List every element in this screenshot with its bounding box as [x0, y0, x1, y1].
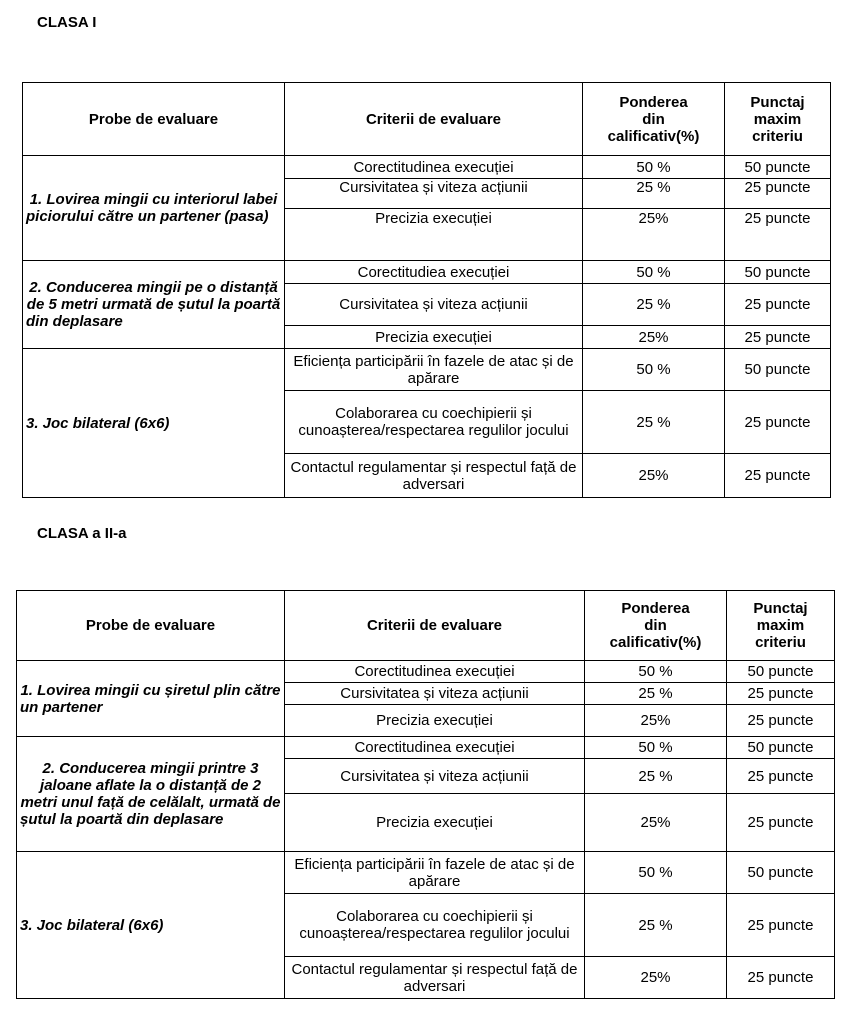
table-row: [23, 349, 831, 391]
weight-cell: 25 %: [585, 894, 727, 957]
criterion-cell: Eficiența participării în fazele de atac și de apărare: [285, 349, 583, 391]
weight-cell: 25%: [585, 705, 727, 737]
probe-name: 3. Joc bilateral (6x6): [17, 852, 285, 999]
weight-cell: 25 %: [583, 284, 725, 326]
points-cell: 50 puncte: [727, 852, 835, 894]
criterion-cell: Cursivitatea și viteza acțiunii: [285, 179, 583, 209]
table-header-row: [23, 83, 831, 156]
weight-cell: 50 %: [585, 852, 727, 894]
header-points: Punctaj maxim criteriu: [725, 83, 831, 156]
weight-cell: 50 %: [583, 349, 725, 391]
points-cell: 25 puncte: [725, 454, 831, 498]
weight-cell: 25 %: [585, 683, 727, 705]
criterion-cell: Corectitudinea execuției: [285, 156, 583, 179]
criterion-cell: Eficiența participării în fazele de atac și de apărare: [285, 852, 585, 894]
probe-name: 2. Conducerea mingii printre 3 jaloane aflate la o distanță de 2 metri unul față de celălalt, urmată de șutul la poartă din deplasare: [17, 737, 285, 852]
criterion-cell: Precizia execuției: [285, 326, 583, 349]
weight-cell: 50 %: [583, 156, 725, 179]
criterion-cell: Corectitudinea execuției: [285, 737, 585, 759]
header-criteria: Criterii de evaluare: [285, 83, 583, 156]
points-cell: 25 puncte: [727, 759, 835, 794]
points-cell: 50 puncte: [725, 156, 831, 179]
criterion-cell: Corectitudinea execuției: [285, 661, 585, 683]
criterion-cell: Contactul regulamentar și respectul față de adversari: [285, 454, 583, 498]
header-probe: Probe de evaluare: [23, 83, 285, 156]
criterion-cell: Contactul regulamentar și respectul față de adversari: [285, 957, 585, 999]
points-cell: 50 puncte: [727, 737, 835, 759]
criterion-cell: Cursivitatea și viteza acțiunii: [285, 683, 585, 705]
header-weight: Ponderea din calificativ(%): [585, 591, 727, 661]
header-points: Punctaj maxim criteriu: [727, 591, 835, 661]
criterion-cell: Colaborarea cu coechipierii și cunoașterea/respectarea regulilor jocului: [285, 894, 585, 957]
weight-cell: 25%: [585, 957, 727, 999]
section-title: CLASA I: [37, 14, 97, 31]
points-cell: 25 puncte: [727, 705, 835, 737]
table-row: [17, 661, 835, 683]
table-row: [17, 852, 835, 894]
table-row: [23, 156, 831, 179]
evaluation-table: [16, 590, 835, 999]
criterion-cell: Corectitudiea execuției: [285, 261, 583, 284]
weight-cell: 25%: [583, 326, 725, 349]
table-row: [23, 261, 831, 284]
criterion-cell: Precizia execuției: [285, 705, 585, 737]
probe-name: 1. Lovirea mingii cu interiorul labei piciorului către un partener (pasa): [23, 156, 285, 261]
weight-cell: 25 %: [585, 759, 727, 794]
weight-cell: 25%: [583, 209, 725, 261]
points-cell: 25 puncte: [725, 284, 831, 326]
points-cell: 25 puncte: [725, 179, 831, 209]
header-probe: Probe de evaluare: [17, 591, 285, 661]
evaluation-table: [22, 82, 831, 498]
weight-cell: 50 %: [583, 261, 725, 284]
probe-name: 3. Joc bilateral (6x6): [23, 349, 285, 498]
points-cell: 25 puncte: [725, 209, 831, 261]
points-cell: 25 puncte: [727, 794, 835, 852]
points-cell: 25 puncte: [725, 391, 831, 454]
points-cell: 25 puncte: [727, 683, 835, 705]
points-cell: 25 puncte: [727, 957, 835, 999]
probe-name: 1. Lovirea mingii cu șiretul plin către un partener: [17, 661, 285, 737]
criterion-cell: Precizia execuției: [285, 209, 583, 261]
points-cell: 25 puncte: [725, 326, 831, 349]
weight-cell: 25%: [585, 794, 727, 852]
points-cell: 50 puncte: [727, 661, 835, 683]
table-header-row: [17, 591, 835, 661]
section-title: CLASA a II-a: [37, 525, 127, 542]
table-row: [17, 737, 835, 759]
weight-cell: 25 %: [583, 391, 725, 454]
weight-cell: 25%: [583, 454, 725, 498]
weight-cell: 50 %: [585, 661, 727, 683]
probe-name: 2. Conducerea mingii pe o distanță de 5 metri urmată de șutul la poartă din deplasare: [23, 261, 285, 349]
weight-cell: 50 %: [585, 737, 727, 759]
criterion-cell: Precizia execuției: [285, 794, 585, 852]
points-cell: 50 puncte: [725, 261, 831, 284]
criterion-cell: Cursivitatea și viteza acțiunii: [285, 759, 585, 794]
points-cell: 25 puncte: [727, 894, 835, 957]
header-criteria: Criterii de evaluare: [285, 591, 585, 661]
header-weight: Ponderea din calificativ(%): [583, 83, 725, 156]
criterion-cell: Cursivitatea și viteza acțiunii: [285, 284, 583, 326]
weight-cell: 25 %: [583, 179, 725, 209]
points-cell: 50 puncte: [725, 349, 831, 391]
criterion-cell: Colaborarea cu coechipierii și cunoașterea/respectarea regulilor jocului: [285, 391, 583, 454]
